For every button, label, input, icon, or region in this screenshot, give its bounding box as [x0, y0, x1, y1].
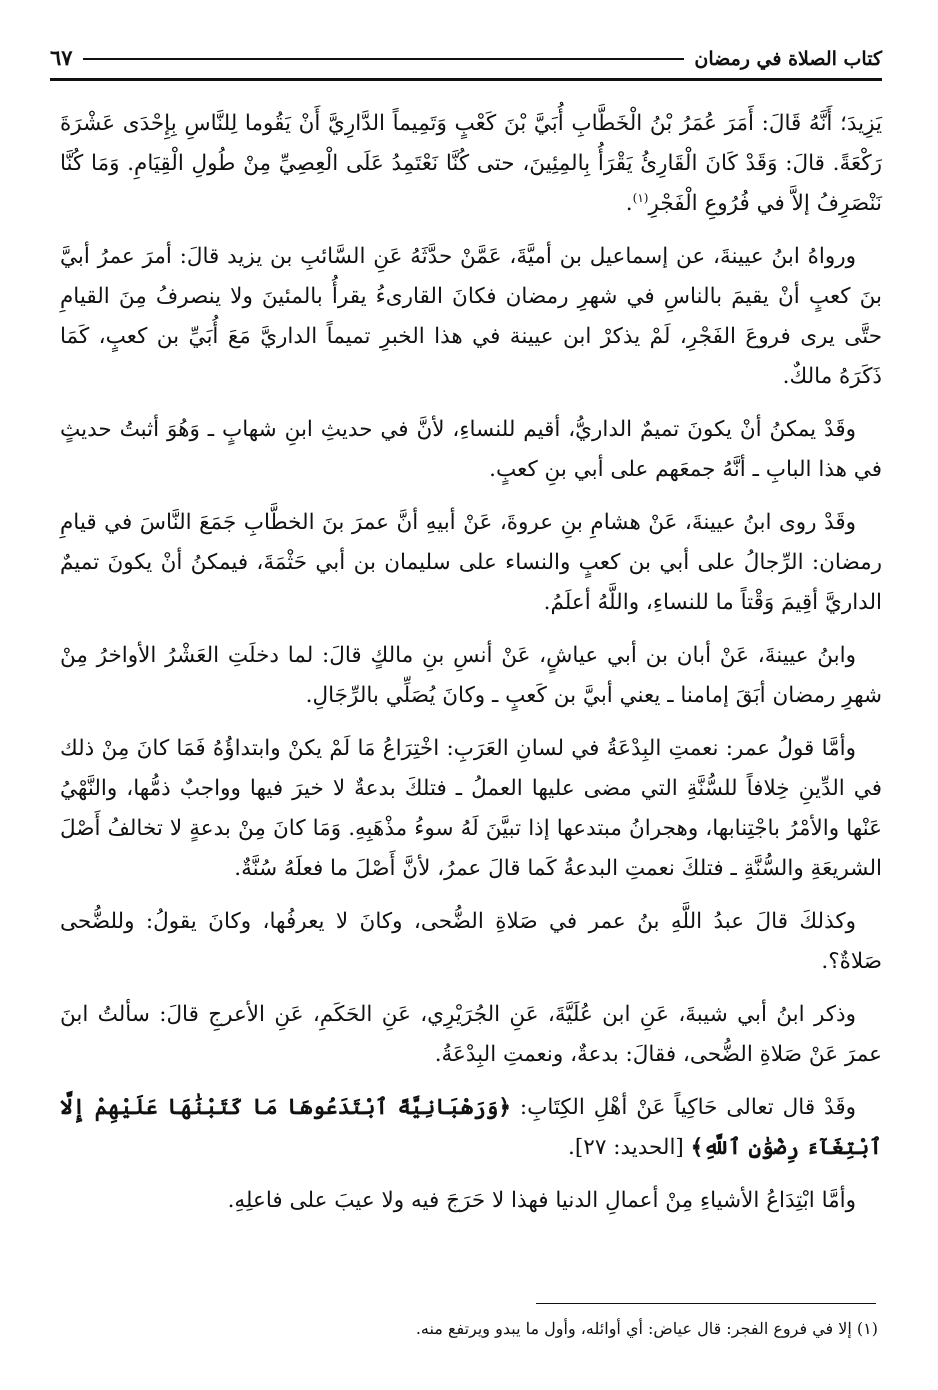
quran-lead: وقَدْ قال تعالى حَاكِياً عَنْ أهْلِ الكِتَابِ: [510, 1095, 856, 1120]
footnote: (١) إلا في فروع الفجر: قال عياض: أي أوائله، وأول ما يبدو ويرتفع منه. [415, 1319, 878, 1338]
footnotes [60, 1316, 878, 1342]
paragraph-text: يَزِيدَ؛ أَنَّهُ قَالَ: أَمَرَ عُمَرُ بْنُ الْخَطَّابِ أُبَيَّ بْنَ كَعْبٍ وَتَمِيماً الدَّارِيَّ أَنْ يَقُوما لِلنَّاسِ بِإِحْدَى عَشْرَةَ رَكْعَةً. قالَ: وَقَدْ كَانَ الْقَارِئُ يَقْرَأُ بِالمِئِينَ، حتى كُنَّا نَعْتَمِدُ عَلَى الْعِصِيِّ مِنْ طُولِ الْقِيَامِ. وَمَا كُنَّا نَنْصَرِفُ إلاَّ في فُرُوعِ الْفَجْرِ [60, 111, 882, 216]
running-title: كتاب الصلاة في رمضان [694, 48, 882, 70]
footnote-reference: (١) [632, 190, 649, 205]
paragraph: وكذلكَ قالَ عبدُ اللَّهِ بنُ عمر في صَلاةِ الضُّحى، وكانَ لا يعرفُها، وكانَ يقولُ: وللضُّحى صَلاةٌ؟. [60, 909, 882, 974]
paragraph: ورواهُ ابنُ عيينةَ، عن إسماعيل بن أميَّةَ، عَمَّنْ حدَّثَهُ عَنِ السَّائبِ بن يزيد قالَ: أمرَ عمرُ أبيَّ بنَ كعبٍ أنْ يقيمَ بالناسِ في شهرِ رمضان فكانَ القارىءُ يقرأُ بالمئينَ ولا ينصرفُ مِنَ القيامِ حتَّى يرى فروعَ الفَجْرِ، لَمْ يذكرْ ابن عيينة في هذا الخبرِ تميماً الداريَّ مَعَ أُبَيِّ بن كعبٍ، كَمَا ذَكَرَهُ مالكٌ. [60, 244, 882, 389]
paragraph: وذكر ابنُ أبي شيبةَ، عَنِ ابن عُلَيَّةَ، عَنِ الجُرَيْرِي، عَنِ الحَكَمِ، عَنِ الأعرجِ قالَ: سألتُ ابنَ عمرَ عَنْ صَلاةِ الضُّحى، فقالَ: بدعةٌ، ونعمتِ البِدْعَةُ. [60, 1002, 882, 1067]
quran-verse: ﴿وَرَهْبَانِيَّةً ٱبْتَدَعُوهَا مَا كَتَبْنَٰهَا عَلَيْهِمْ إِلَّا ٱبْتِغَآءَ رِضْوَٰنِ ٱللَّهِ﴾ [60, 1095, 882, 1160]
paragraph [60, 104, 882, 224]
verse-citation: [الحديد: ٢٧]. [568, 1135, 691, 1160]
quran-paragraph [60, 1088, 882, 1168]
paragraph-end: . [625, 191, 633, 216]
paragraph: وأمَّا قولُ عمر: نعمتِ البِدْعَةُ في لسانِ العَرَبِ: اخْتِرَاعُ مَا لَمْ يكنْ وابتداؤُهُ فَمَا كانَ مِنْ ذلك في الدِّينِ خِلافاً للسُّنَّةِ التي مضى عليها العملُ ـ فتلكَ بدعةٌ لا خيرَ فيها وواجبٌ ذمُّها، والنَّهْيُ عَنْها والأمْرُ باجْتِنابها، وهجرانُ مبتدعها إذا تبيَّنَ لَهُ سوءُ مذْهَبِهِ. وَمَا كانَ مِنْ بدعةٍ لا تخالفُ أَصْلَ الشريعَةِ والسُّنَّةِ ـ فتلكَ نعمتِ البدعةُ كَما قالَ عمرُ، لأنَّ أَصْلَ ما فعلَهُ سُنَّةٌ. [60, 736, 882, 881]
paragraph: وابنُ عيينةَ، عَنْ أبان بن أبي عياشٍ، عَنْ أنسِ بنِ مالكٍ قالَ: لما دخلَتِ العَشْرُ الأواخرُ مِنْ شهرِ رمضان أبَقَ إمامنا ـ يعني أبيَّ بن كَعبٍ ـ وكانَ يُصَلِّي بالرِّجَالِ. [60, 643, 882, 708]
page-header [50, 28, 882, 70]
paragraph: وقَدْ يمكنُ أنْ يكونَ تميمٌ الداريُّ، أقيم للنساءِ، لأنَّ في حديثِ ابنِ شهابٍ ـ وَهُوَ أثبتُ حديثٍ في هذا البابِ ـ أنَّهُ جمعَهم على أبي بنِ كعبٍ. [60, 417, 882, 482]
paragraph: وقَدْ روى ابنُ عيينةَ، عَنْ هشامِ بنِ عروةَ، عَنْ أبيهِ أنَّ عمرَ بنَ الخطَّابِ جَمَعَ النَّاسَ في قيامِ رمضان: الرِّجالُ على أبي بن كعبٍ والنساء على سليمان بن أبي حَثْمَةَ، فيمكنُ أنْ يكونَ تميمٌ الداريَّ أقِيمَ وَقْتاً ما للنساءِ، واللَّهُ أعلَمُ. [60, 510, 882, 615]
header-divider [50, 78, 882, 81]
main-text [60, 104, 882, 1234]
footnote-divider [536, 1303, 876, 1304]
paragraph: وأمَّا ابْتِدَاعُ الأشياءِ مِنْ أعمالِ الدنيا فهذا لا حَرَجَ فيه ولا عيبَ على فاعلِهِ. [227, 1188, 856, 1213]
page-number: ٦٧ [50, 45, 73, 70]
header-rule [83, 58, 685, 60]
